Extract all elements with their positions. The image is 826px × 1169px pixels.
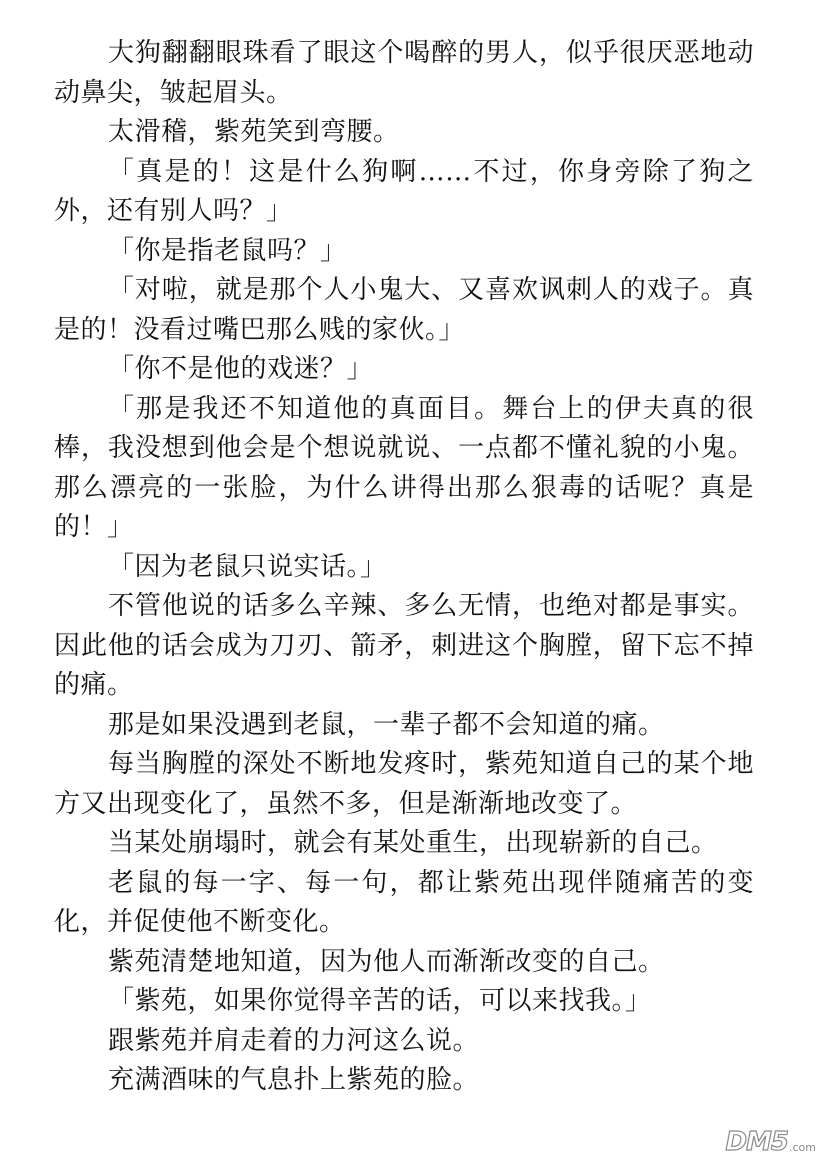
paragraph-4: 「你是指老鼠吗？」 — [108, 235, 347, 266]
paragraph-17: 充满酒味的气息扑上紫苑的脸。 — [108, 1065, 480, 1095]
document-page — [54, 34, 754, 1101]
paragraph-6: 「你不是他的戏迷？」 — [108, 354, 374, 384]
paragraph-12: 当某处崩塌时，就会有某处重生，出现崭新的自己。 — [108, 828, 718, 858]
paragraph-1: 大狗翻翻眼珠看了眼这个喝醉的男人，似乎很厌恶地动动鼻尖，皱起眉头。 — [54, 38, 754, 108]
site-watermark — [725, 1129, 816, 1157]
paragraph-16: 跟紫苑并肩走着的力河这么说。 — [108, 1025, 480, 1056]
paragraph-8: 「因为老鼠只说实话。」 — [108, 551, 387, 582]
paragraph-7: 「那是我还不知道他的真面目。舞台上的伊夫真的很棒，我没想到他会是个想说就说、一点都不懂礼貌的小鬼。那么漂亮的一张脸，为什么讲得出那么狠毒的话呢？真是的！」 — [54, 393, 754, 542]
paragraph-11: 每当胸膛的深处不断地发疼时，紫苑知道自己的某个地方又出现变化了，虽然不多，但是渐渐地改变了。 — [54, 749, 754, 819]
watermark-suffix: .com — [789, 1141, 816, 1154]
paragraph-2: 太滑稽，紫苑笑到弯腰。 — [108, 117, 400, 147]
paragraph-13: 老鼠的每一字、每一句，都让紫苑出现伴随痛苦的变化，并促使他不断变化。 — [54, 867, 754, 937]
paragraph-5: 「对啦，就是那个人小鬼大、又喜欢讽刺人的戏子。真是的！没看过嘴巴那么贱的家伙。」 — [54, 275, 754, 345]
paragraph-14: 紫苑清楚地知道，因为他人而渐渐改变的自己。 — [108, 946, 665, 977]
paragraph-3: 「真是的！这是什么狗啊……不过，你身旁除了狗之外，还有别人吗？」 — [54, 156, 754, 226]
paragraph-15: 「紫苑，如果你觉得辛苦的话，可以来找我。」 — [108, 986, 652, 1016]
paragraph-9: 不管他说的话多么辛辣、多么无情，也绝对都是事实。因此他的话会成为刀刃、箭矛，刺进这个胸膛，留下忘不掉的痛。 — [54, 591, 754, 700]
watermark-logo: DM5 — [725, 1127, 788, 1157]
paragraph-10: 那是如果没遇到老鼠，一辈子都不会知道的痛。 — [108, 709, 665, 740]
